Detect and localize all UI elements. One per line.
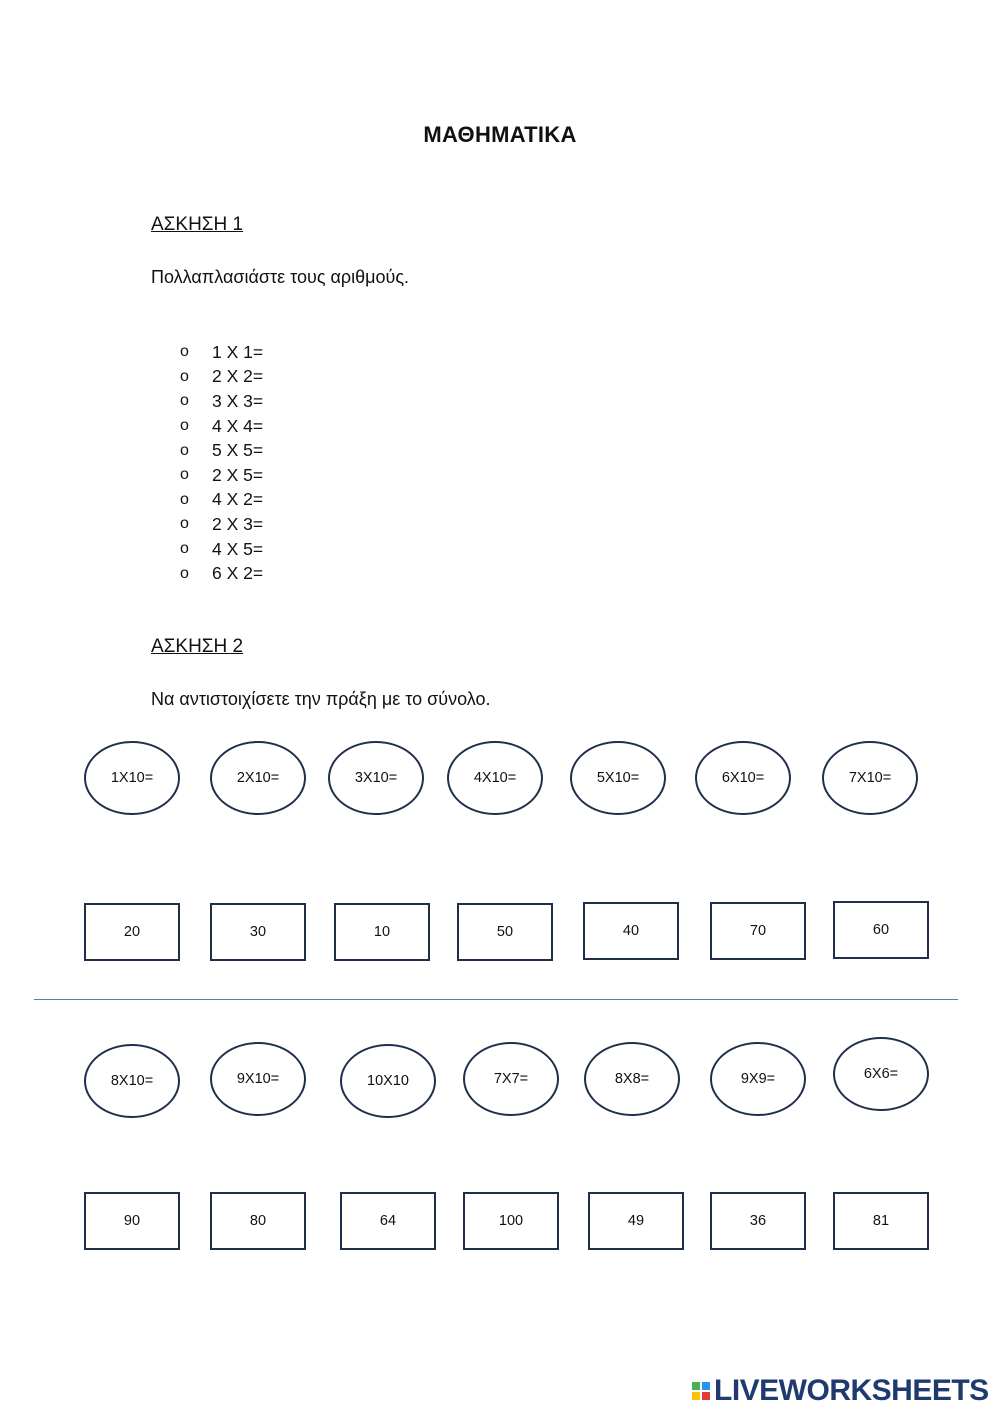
result-box[interactable]: 90: [84, 1192, 180, 1250]
exercise-2-heading: ΑΣΚΗΣΗ 2: [151, 636, 244, 657]
operation-oval[interactable]: 1X10=: [84, 741, 180, 815]
exercise-1-heading: ΑΣΚΗΣΗ 1: [151, 214, 244, 235]
operation-oval[interactable]: 4X10=: [447, 741, 543, 815]
operation-oval[interactable]: 7X7=: [463, 1042, 559, 1116]
section-divider: [34, 999, 958, 1000]
multiplication-list: [180, 340, 263, 586]
list-item-text[interactable]: 2 X 5=: [212, 464, 264, 485]
list-item-text[interactable]: 4 X 4=: [212, 415, 264, 436]
list-item-text[interactable]: 2 X 3=: [212, 513, 264, 534]
operation-oval[interactable]: 7X10=: [822, 741, 918, 815]
logo-grid-icon: [692, 1382, 710, 1400]
exercise-2-instruction: Να αντιστοιχίσετε την πράξη με το σύνολο.: [151, 689, 491, 709]
bullet-icon: o: [180, 343, 189, 361]
operation-oval[interactable]: 2X10=: [210, 741, 306, 815]
list-item: [180, 365, 263, 390]
result-box[interactable]: 50: [457, 903, 553, 961]
bullet-icon: o: [180, 441, 189, 459]
bullet-icon: o: [180, 392, 189, 410]
list-item: [180, 463, 263, 488]
result-box[interactable]: 81: [833, 1192, 929, 1250]
operation-oval[interactable]: 6X10=: [695, 741, 791, 815]
result-box[interactable]: 70: [710, 902, 806, 960]
list-item-text[interactable]: 4 X 5=: [212, 538, 264, 559]
list-item: [180, 438, 263, 463]
list-item: [180, 488, 263, 513]
list-item-text[interactable]: 5 X 5=: [212, 440, 264, 461]
operation-oval[interactable]: 8X8=: [584, 1042, 680, 1116]
list-item-text[interactable]: 1 X 1=: [212, 341, 264, 362]
list-item: [180, 537, 263, 562]
logo-square: [702, 1392, 710, 1400]
list-item-text[interactable]: 6 X 2=: [212, 563, 264, 584]
bullet-icon: o: [180, 540, 189, 558]
bullet-icon: o: [180, 515, 189, 533]
list-item: [180, 389, 263, 414]
result-box[interactable]: 80: [210, 1192, 306, 1250]
operation-oval[interactable]: 10X10: [340, 1044, 436, 1118]
result-box[interactable]: 10: [334, 903, 430, 961]
logo-square: [702, 1382, 710, 1390]
bullet-icon: o: [180, 466, 189, 484]
operation-oval[interactable]: 9X9=: [710, 1042, 806, 1116]
result-box[interactable]: 40: [583, 902, 679, 960]
list-item: [180, 512, 263, 537]
logo-text: LIVEWORKSHEETS: [714, 1374, 989, 1407]
liveworksheets-logo: [692, 1374, 989, 1408]
result-box[interactable]: 64: [340, 1192, 436, 1250]
operation-oval[interactable]: 8X10=: [84, 1044, 180, 1118]
bullet-icon: o: [180, 417, 189, 435]
operation-oval[interactable]: 5X10=: [570, 741, 666, 815]
list-item-text[interactable]: 2 X 2=: [212, 366, 264, 387]
list-item-text[interactable]: 3 X 3=: [212, 390, 264, 411]
operation-oval[interactable]: 3X10=: [328, 741, 424, 815]
operation-oval[interactable]: 6X6=: [833, 1037, 929, 1111]
list-item-text[interactable]: 4 X 2=: [212, 489, 264, 510]
logo-square: [692, 1382, 700, 1390]
result-box[interactable]: 20: [84, 903, 180, 961]
page-title: ΜΑΘΗΜΑΤΙΚΑ: [423, 122, 577, 147]
bullet-icon: o: [180, 564, 189, 582]
bullet-icon: o: [180, 367, 189, 385]
result-box[interactable]: 36: [710, 1192, 806, 1250]
exercise-1-instruction: Πολλαπλασιάστε τους αριθμούς.: [151, 267, 410, 287]
result-box[interactable]: 100: [463, 1192, 559, 1250]
operation-oval[interactable]: 9X10=: [210, 1042, 306, 1116]
list-item: [180, 414, 263, 439]
result-box[interactable]: 49: [588, 1192, 684, 1250]
bullet-icon: o: [180, 490, 189, 508]
result-box[interactable]: 30: [210, 903, 306, 961]
list-item: [180, 561, 263, 586]
result-box[interactable]: 60: [833, 901, 929, 959]
logo-square: [692, 1392, 700, 1400]
list-item: [180, 340, 263, 365]
